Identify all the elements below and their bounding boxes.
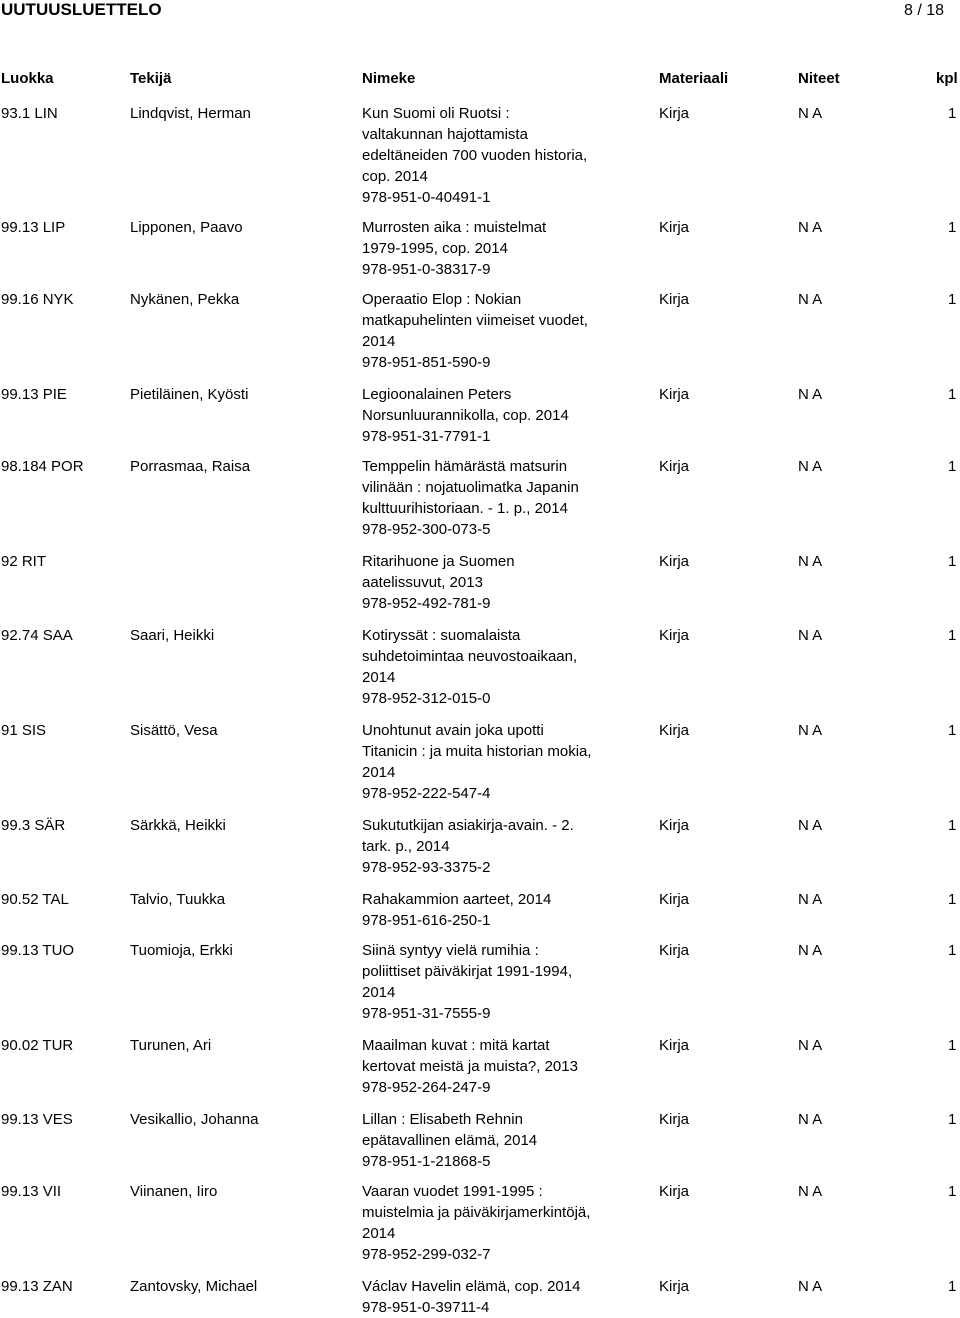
title-line: valtakunnan hajottamista bbox=[362, 126, 528, 143]
material: Kirja bbox=[659, 105, 690, 122]
title-block bbox=[362, 289, 652, 373]
title-block bbox=[362, 1181, 652, 1265]
title-line: Rahakammion aarteet, 2014 bbox=[362, 891, 552, 908]
title-line: Operaatio Elop : Nokian bbox=[362, 291, 522, 308]
copies-status: N A bbox=[798, 1183, 823, 1200]
table-row bbox=[0, 720, 960, 804]
title-line: Murrosten aika : muistelmat bbox=[362, 219, 547, 236]
copies-status: N A bbox=[798, 1037, 823, 1054]
author: Porrasmaa, Raisa bbox=[130, 458, 251, 475]
class-code: 90.52 TAL bbox=[1, 891, 69, 908]
title-line: vilinään : nojatuolimatka Japanin bbox=[362, 479, 579, 496]
class-code: 93.1 LIN bbox=[1, 105, 58, 122]
author: Lindqvist, Herman bbox=[130, 105, 251, 122]
page-title: UUTUUSLUETTELO bbox=[1, 0, 162, 19]
title-line: cop. 2014 bbox=[362, 168, 428, 185]
class-code: 99.13 LIP bbox=[1, 219, 66, 236]
class-code: 92 RIT bbox=[1, 553, 47, 570]
table-row bbox=[0, 625, 960, 709]
copies-status: N A bbox=[798, 1278, 823, 1295]
class-code: 98.184 POR bbox=[1, 458, 84, 475]
title-line: Kun Suomi oli Ruotsi : bbox=[362, 105, 510, 122]
material: Kirja bbox=[659, 722, 690, 739]
material: Kirja bbox=[659, 386, 690, 403]
quantity: 1 bbox=[948, 817, 957, 834]
title-block bbox=[362, 940, 652, 1024]
isbn: 978-952-222-547-4 bbox=[362, 785, 491, 802]
author: Vesikallio, Johanna bbox=[130, 1111, 259, 1128]
table-row bbox=[0, 289, 960, 373]
page-number: 8 / 18 bbox=[903, 2, 944, 19]
author: Turunen, Ari bbox=[130, 1037, 212, 1054]
material: Kirja bbox=[659, 817, 690, 834]
isbn: 978-952-300-073-5 bbox=[362, 521, 491, 538]
title-line: 2014 bbox=[362, 1225, 396, 1242]
copies-status: N A bbox=[798, 291, 823, 308]
copies-status: N A bbox=[798, 942, 823, 959]
isbn: 978-952-312-015-0 bbox=[362, 690, 491, 707]
isbn: 978-951-0-39711-4 bbox=[362, 1299, 490, 1316]
title-line: Sukututkijan asiakirja-avain. - 2. bbox=[362, 817, 574, 834]
material: Kirja bbox=[659, 1183, 690, 1200]
title-line: Titanicin : ja muita historian mokia, bbox=[362, 743, 592, 760]
title-line: Václav Havelin elämä, cop. 2014 bbox=[362, 1278, 581, 1295]
title-block bbox=[362, 1035, 652, 1098]
material: Kirja bbox=[659, 553, 690, 570]
title-line: Vaaran vuodet 1991-1995 : bbox=[362, 1183, 543, 1200]
title-line: 2014 bbox=[362, 984, 396, 1001]
table-row bbox=[0, 940, 960, 1024]
material: Kirja bbox=[659, 458, 690, 475]
class-code: 99.13 TUO bbox=[1, 942, 75, 959]
copies-status: N A bbox=[798, 458, 823, 475]
quantity: 1 bbox=[948, 1037, 957, 1054]
title-line: epätavallinen elämä, 2014 bbox=[362, 1132, 538, 1149]
title-line: Temppelin hämärästä matsurin bbox=[362, 458, 568, 475]
copies-status: N A bbox=[798, 627, 823, 644]
catalog-list bbox=[0, 103, 960, 1318]
title-line: Ritarihuone ja Suomen bbox=[362, 553, 515, 570]
class-code: 99.13 PIE bbox=[1, 386, 67, 403]
title-line: matkapuhelinten viimeiset vuodet, bbox=[362, 312, 588, 329]
material: Kirja bbox=[659, 942, 690, 959]
header-luokka: Luokka bbox=[1, 70, 54, 87]
copies-status: N A bbox=[798, 105, 823, 122]
title-line: Maailman kuvat : mitä kartat bbox=[362, 1037, 550, 1054]
title-line: Unohtunut avain joka upotti bbox=[362, 722, 544, 739]
copies-status: N A bbox=[798, 891, 823, 908]
isbn: 978-951-1-21868-5 bbox=[362, 1153, 491, 1170]
copies-status: N A bbox=[798, 219, 823, 236]
title-line: 2014 bbox=[362, 333, 396, 350]
table-row bbox=[0, 1109, 960, 1172]
copies-status: N A bbox=[798, 1111, 823, 1128]
quantity: 1 bbox=[948, 458, 957, 475]
title-line: tark. p., 2014 bbox=[362, 838, 450, 855]
author: Sisättö, Vesa bbox=[130, 722, 218, 739]
class-code: 91 SIS bbox=[1, 722, 47, 739]
class-code: 90.02 TUR bbox=[1, 1037, 74, 1054]
title-block bbox=[362, 384, 652, 447]
title-block bbox=[362, 103, 652, 208]
title-line: Kotiryssät : suomalaista bbox=[362, 627, 521, 644]
copies-status: N A bbox=[798, 722, 823, 739]
title-block bbox=[362, 815, 652, 878]
isbn: 978-952-93-3375-2 bbox=[362, 859, 491, 876]
table-row bbox=[0, 551, 960, 614]
header-niteet: Niteet bbox=[798, 70, 840, 87]
author: Zantovsky, Michael bbox=[130, 1278, 258, 1295]
title-block bbox=[362, 551, 652, 614]
author: Saari, Heikki bbox=[130, 627, 215, 644]
header-tekija: Tekijä bbox=[130, 70, 172, 87]
title-line: Norsunluurannikolla, cop. 2014 bbox=[362, 407, 569, 424]
table-row bbox=[0, 1181, 960, 1265]
isbn: 978-952-492-781-9 bbox=[362, 595, 491, 612]
class-code: 99.13 ZAN bbox=[1, 1278, 73, 1295]
quantity: 1 bbox=[948, 627, 957, 644]
header-kpl: kpl bbox=[936, 70, 958, 87]
table-row bbox=[0, 1035, 960, 1098]
title-block bbox=[362, 217, 652, 280]
title-block bbox=[362, 456, 652, 540]
title-line: Siinä syntyy vielä rumihia : bbox=[362, 942, 539, 959]
class-code: 92.74 SAA bbox=[1, 627, 73, 644]
quantity: 1 bbox=[948, 1278, 957, 1295]
copies-status: N A bbox=[798, 553, 823, 570]
table-row bbox=[0, 217, 960, 280]
title-line: poliittiset päiväkirjat 1991-1994, bbox=[362, 963, 573, 980]
quantity: 1 bbox=[948, 291, 957, 308]
title-line: 2014 bbox=[362, 764, 396, 781]
isbn: 978-951-31-7791-1 bbox=[362, 428, 491, 445]
author: Viinanen, Iiro bbox=[130, 1183, 218, 1200]
table-row bbox=[0, 889, 960, 931]
table-header bbox=[0, 70, 960, 92]
quantity: 1 bbox=[948, 891, 957, 908]
isbn: 978-951-851-590-9 bbox=[362, 354, 491, 371]
author: Pietiläinen, Kyösti bbox=[130, 386, 249, 403]
title-block bbox=[362, 889, 652, 931]
isbn: 978-951-616-250-1 bbox=[362, 912, 491, 929]
quantity: 1 bbox=[948, 1183, 957, 1200]
title-line: kulttuurihistoriaan. - 1. p., 2014 bbox=[362, 500, 568, 517]
quantity: 1 bbox=[948, 942, 957, 959]
author: Nykänen, Pekka bbox=[130, 291, 240, 308]
title-line: 1979-1995, cop. 2014 bbox=[362, 240, 508, 257]
title-line: Lillan : Elisabeth Rehnin bbox=[362, 1111, 523, 1128]
table-row bbox=[0, 103, 960, 208]
material: Kirja bbox=[659, 1111, 690, 1128]
title-line: Legioonalainen Peters bbox=[362, 386, 512, 403]
class-code: 99.3 SÄR bbox=[1, 817, 66, 834]
material: Kirja bbox=[659, 219, 690, 236]
copies-status: N A bbox=[798, 386, 823, 403]
quantity: 1 bbox=[948, 219, 957, 236]
isbn: 978-952-299-032-7 bbox=[362, 1246, 491, 1263]
author: Tuomioja, Erkki bbox=[130, 942, 233, 959]
quantity: 1 bbox=[948, 553, 957, 570]
title-block bbox=[362, 1109, 652, 1172]
header-materiaali: Materiaali bbox=[659, 70, 729, 87]
class-code: 99.16 NYK bbox=[1, 291, 74, 308]
title-block bbox=[362, 720, 652, 804]
title-line: edeltäneiden 700 vuoden historia, bbox=[362, 147, 588, 164]
author: Särkkä, Heikki bbox=[130, 817, 226, 834]
isbn: 978-951-31-7555-9 bbox=[362, 1005, 491, 1022]
quantity: 1 bbox=[948, 722, 957, 739]
material: Kirja bbox=[659, 627, 690, 644]
class-code: 99.13 VES bbox=[1, 1111, 73, 1128]
title-line: aatelissuvut, 2013 bbox=[362, 574, 483, 591]
quantity: 1 bbox=[948, 105, 957, 122]
table-row bbox=[0, 384, 960, 447]
material: Kirja bbox=[659, 891, 690, 908]
title-line: 2014 bbox=[362, 669, 396, 686]
material: Kirja bbox=[659, 291, 690, 308]
isbn: 978-952-264-247-9 bbox=[362, 1079, 491, 1096]
author: Talvio, Tuukka bbox=[130, 891, 226, 908]
isbn: 978-951-0-38317-9 bbox=[362, 261, 491, 278]
class-code: 99.13 VII bbox=[1, 1183, 62, 1200]
isbn: 978-951-0-40491-1 bbox=[362, 189, 491, 206]
table-row bbox=[0, 1276, 960, 1318]
table-row bbox=[0, 815, 960, 878]
header-nimeke: Nimeke bbox=[362, 70, 416, 87]
author: Lipponen, Paavo bbox=[130, 219, 243, 236]
copies-status: N A bbox=[798, 817, 823, 834]
material: Kirja bbox=[659, 1037, 690, 1054]
title-line: suhdetoimintaa neuvostoaikaan, bbox=[362, 648, 578, 665]
title-line: kertovat meistä ja muista?, 2013 bbox=[362, 1058, 578, 1075]
title-block bbox=[362, 625, 652, 709]
quantity: 1 bbox=[948, 386, 957, 403]
material: Kirja bbox=[659, 1278, 690, 1295]
title-block bbox=[362, 1276, 652, 1318]
table-row bbox=[0, 456, 960, 540]
quantity: 1 bbox=[948, 1111, 957, 1128]
title-line: muistelmia ja päiväkirjamerkintöjä, bbox=[362, 1204, 591, 1221]
